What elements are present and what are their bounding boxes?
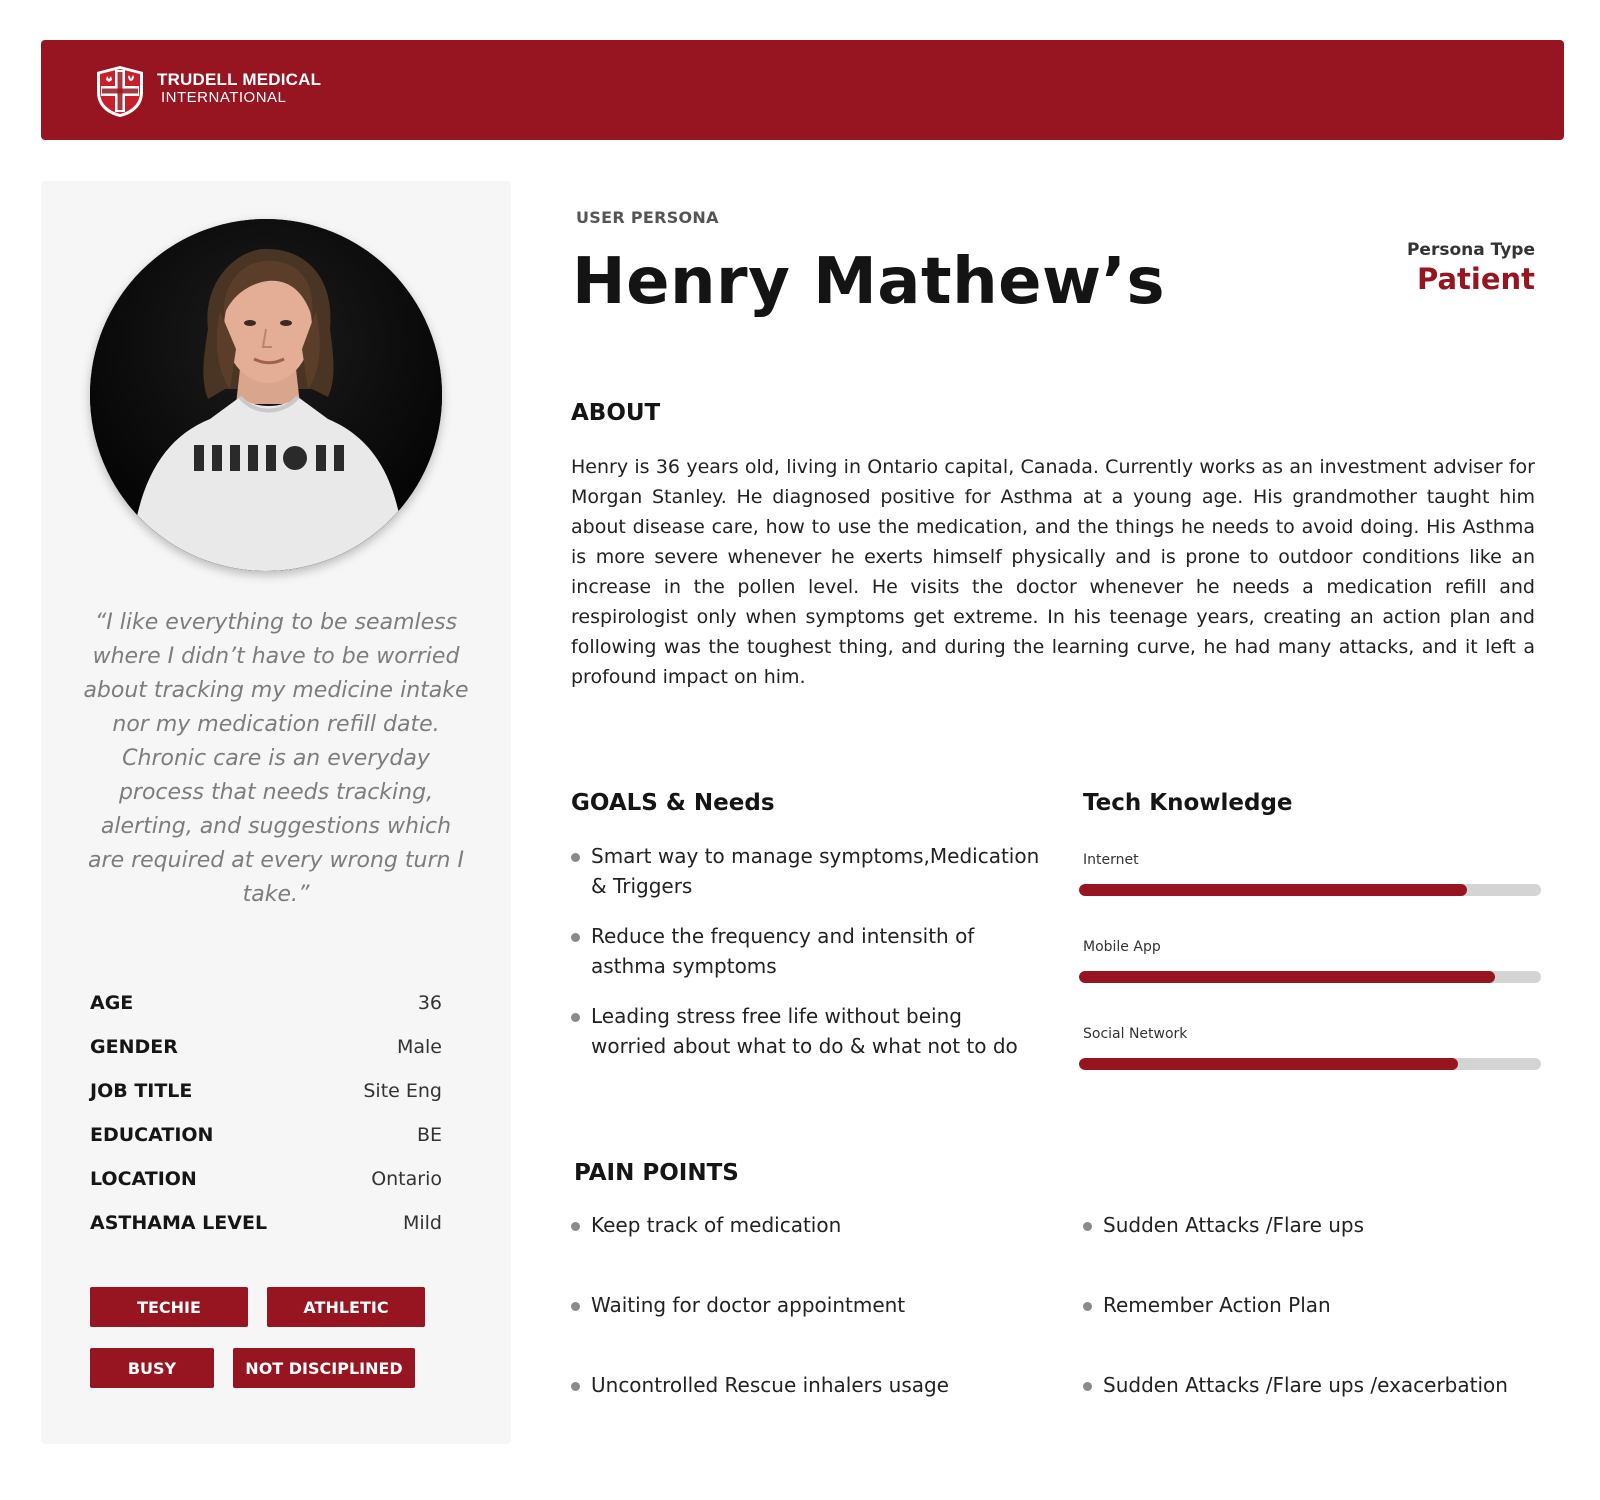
list-item: Sudden Attacks /Flare ups [1083,1210,1364,1240]
stat-label: LOCATION [90,1168,197,1190]
stat-row-gender [90,1025,442,1069]
tech-label: Mobile App [1083,939,1161,955]
tag-busy: BUSY [90,1348,214,1388]
persona-name: Henry Mathew’s [572,245,1166,319]
list-item: Waiting for doctor appointment [571,1290,905,1320]
stats-list [90,981,442,1245]
progress-fill [1079,1058,1458,1070]
profile-panel [41,181,511,1444]
list-item: Leading stress free life without being worried about what to do & what not to do [571,1001,1041,1061]
persona-quote: “I like everything to be seamless where I didn’t have to be worried about tracking my medicine intake nor my medication refill date. Chronic care is an everyday process that needs tracking, alerting, and suggestions which are required at every wrong turn I take.” [83,610,469,907]
progress-fill [1079,884,1467,896]
tag-not-disciplined: NOT DISCIPLINED [233,1348,415,1388]
stat-value: Site Eng [363,1080,442,1102]
stat-value: Mild [402,1212,442,1234]
header-bar [41,40,1564,140]
stat-label: GENDER [90,1036,178,1058]
tech-label: Social Network [1083,1026,1188,1042]
goals-heading: GOALS & Needs [571,790,775,816]
stat-value: BE [416,1124,442,1146]
about-heading: ABOUT [571,400,661,426]
stat-label: AGE [90,992,134,1014]
list-item: Remember Action Plan [1083,1290,1331,1320]
trudell-shield-logo-icon [93,64,147,118]
tech-item-social-network [1079,1026,1541,1113]
tech-item-internet [1079,852,1541,939]
list-item: Smart way to manage symptoms,Medication & Triggers [571,841,1041,901]
list-item: Sudden Attacks /Flare ups /exacerbation [1083,1370,1508,1400]
stat-label: ASTHAMA LEVEL [90,1212,268,1234]
brand-name: TRUDELL MEDICAL [157,70,322,89]
persona-type-value: Patient [1416,262,1535,296]
persona-type-label: Persona Type [1406,240,1535,260]
portrait-photo-icon [90,219,442,571]
pain-points-list [571,1210,1561,1410]
avatar [90,219,442,571]
tech-label: Internet [1083,852,1139,868]
progress-track [1079,884,1541,896]
tech-knowledge [1079,852,1541,1113]
eyebrow-label: USER PERSONA [576,208,719,227]
goals-list [571,841,1041,1081]
brand-subtitle: INTERNATIONAL [161,89,287,106]
stat-row-age [90,981,442,1025]
stat-value: 36 [417,992,442,1014]
stat-label: EDUCATION [90,1124,214,1146]
list-item: Keep track of medication [571,1210,841,1240]
tech-heading: Tech Knowledge [1083,790,1293,816]
stat-row-job-title [90,1069,442,1113]
progress-fill [1079,971,1495,983]
list-item: Uncontrolled Rescue inhalers usage [571,1370,949,1400]
pain-points-heading: PAIN POINTS [574,1160,739,1186]
stat-row-location [90,1157,442,1201]
progress-track [1079,971,1541,983]
progress-track [1079,1058,1541,1070]
about-text: Henry is 36 years old, living in Ontario capital, Canada. Currently works as an investment adviser for Morgan Stanley. He diagnosed positive for Asthma at a young age. His grandmother taught him about disease care, how to use the medication, and the things he needs to avoid doing. His Asthma is more severe whenever he exerts himself physically and is prone to outdoor conditions like an increase in the pollen level. He visits the doctor whenever he needs a medication refill and respirologist only when symptoms get extreme. In his teenage years, creating an action plan and following was the toughest thing, and during the learning curve, he had many attacks, and it left a profound impact on him. [571,456,1535,688]
stat-row-education [90,1113,442,1157]
stat-label: JOB TITLE [90,1080,193,1102]
stat-row-asthma-level [90,1201,442,1245]
tag-athletic: ATHLETIC [267,1287,425,1327]
stat-value: Ontario [371,1168,442,1190]
list-item: Reduce the frequency and intensith of asthma symptoms [571,921,1041,981]
tech-item-mobile-app [1079,939,1541,1026]
tag-techie: TECHIE [90,1287,248,1327]
stat-value: Male [396,1036,442,1058]
